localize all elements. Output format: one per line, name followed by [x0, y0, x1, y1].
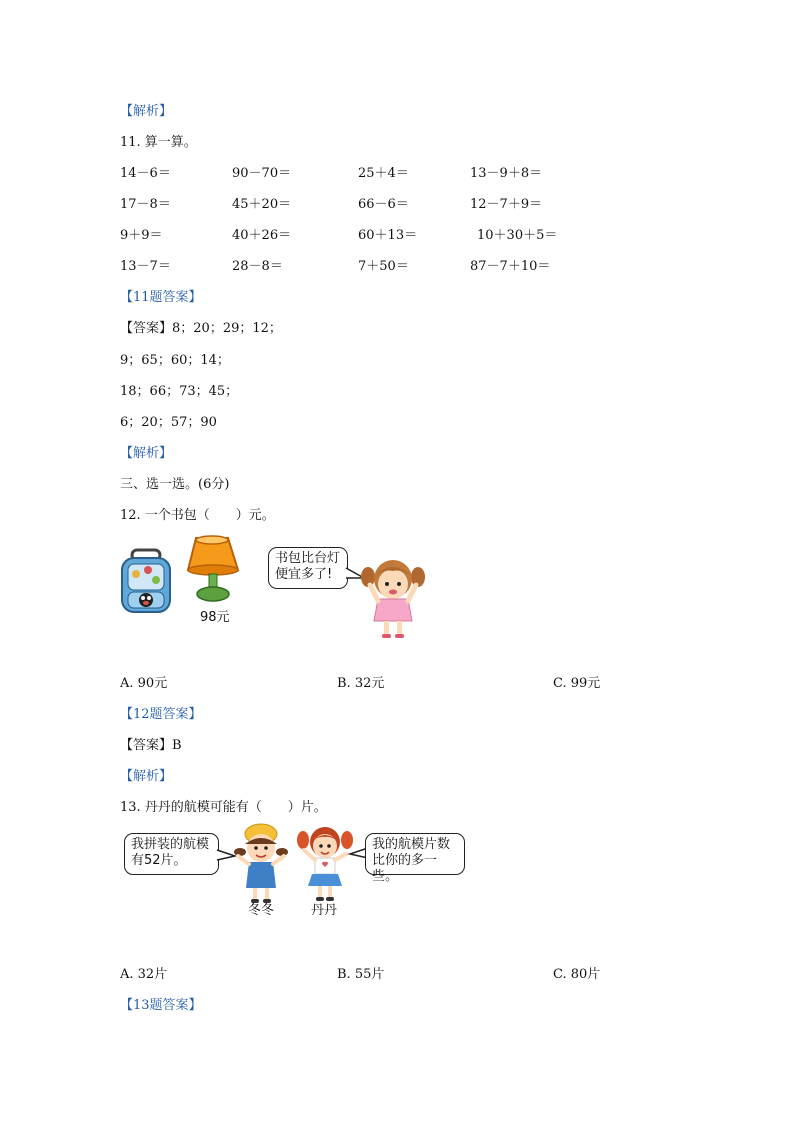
q13-left-bubble-line-1: 我拼装的航模 — [131, 837, 210, 852]
q11-answer-line-2: 9；65；60；14； — [120, 353, 230, 368]
q11-jiexi: 【解析】 — [120, 446, 173, 461]
q12-jiexi: 【解析】 — [120, 769, 173, 784]
q11-r3c4: 10＋30＋5＝ — [477, 228, 558, 243]
q13-option-a[interactable]: A. 32片 — [120, 967, 168, 982]
q12-bubble-line-1: 书包比台灯 — [275, 551, 341, 566]
q13-answer-header: 【13题答案】 — [120, 998, 202, 1013]
q13-option-c[interactable]: C. 80片 — [553, 967, 601, 982]
dongdong-illustration — [232, 822, 290, 904]
q11-title: 11. 算一算。 — [120, 135, 197, 150]
dandan-illustration — [296, 824, 354, 904]
q11-r2c4: 12－7＋9＝ — [470, 197, 543, 212]
girl-illustration — [360, 555, 426, 639]
q11-answer-line-4: 6；20；57；90 — [120, 415, 217, 430]
q11-r1c1: 14－6＝ — [120, 166, 171, 181]
dongdong-name: 冬冬 — [248, 903, 275, 918]
q11-r2c1: 17－8＝ — [120, 197, 171, 212]
q12-option-b[interactable]: B. 32元 — [337, 676, 385, 691]
q11-r2c3: 66－6＝ — [358, 197, 409, 212]
q11-answer-line-1: 【答案】8；20；29；12； — [120, 321, 282, 336]
part3-title: 三、选一选。(6分) — [120, 477, 230, 492]
q11-r4c1: 13－7＝ — [120, 259, 171, 274]
q11-r1c3: 25＋4＝ — [358, 166, 409, 181]
q12-speech-bubble — [268, 547, 348, 589]
q13-right-bubble-line-2: 比你的多一些。 — [372, 853, 438, 884]
q11-answer-header: 【11题答案】 — [120, 290, 202, 305]
dandan-name: 丹丹 — [311, 903, 338, 918]
q11-r1c4: 13－9＋8＝ — [470, 166, 543, 181]
q11-r3c3: 60＋13＝ — [358, 228, 418, 243]
q11-r3c2: 40＋26＝ — [232, 228, 292, 243]
q13-option-b[interactable]: B. 55片 — [337, 967, 385, 982]
q13-left-bubble-line-2: 有52片。 — [131, 853, 187, 868]
q12-answer: 【答案】B — [120, 738, 182, 753]
q11-r1c2: 90－70＝ — [232, 166, 292, 181]
q11-r4c3: 7＋50＝ — [358, 259, 409, 274]
backpack-icon — [118, 548, 174, 614]
q13-left-speech-bubble — [124, 833, 219, 875]
q11-r4c4: 87－7＋10＝ — [470, 259, 551, 274]
q11-r2c2: 45＋20＝ — [232, 197, 292, 212]
desk-lamp-icon — [186, 534, 242, 606]
lamp-price: 98元 — [200, 610, 230, 625]
q11-r4c2: 28－8＝ — [232, 259, 283, 274]
q12-title: 12. 一个书包（ ）元。 — [120, 508, 275, 523]
q12-option-c[interactable]: C. 99元 — [553, 676, 601, 691]
q12-bubble-line-2: 便宜多了! — [275, 567, 333, 582]
q12-answer-header: 【12题答案】 — [120, 707, 202, 722]
q13-right-bubble-line-1: 我的航模片数 — [372, 837, 451, 852]
q11-answer-line-3: 18；66；73；45； — [120, 384, 239, 399]
q13-title: 13. 丹丹的航模可能有（ ）片。 — [120, 800, 327, 815]
q13-right-speech-bubble — [365, 833, 465, 884]
q12-option-a[interactable]: A. 90元 — [120, 676, 168, 691]
q11-r3c1: 9＋9＝ — [120, 228, 163, 243]
jiexi-label: 【解析】 — [120, 104, 173, 119]
